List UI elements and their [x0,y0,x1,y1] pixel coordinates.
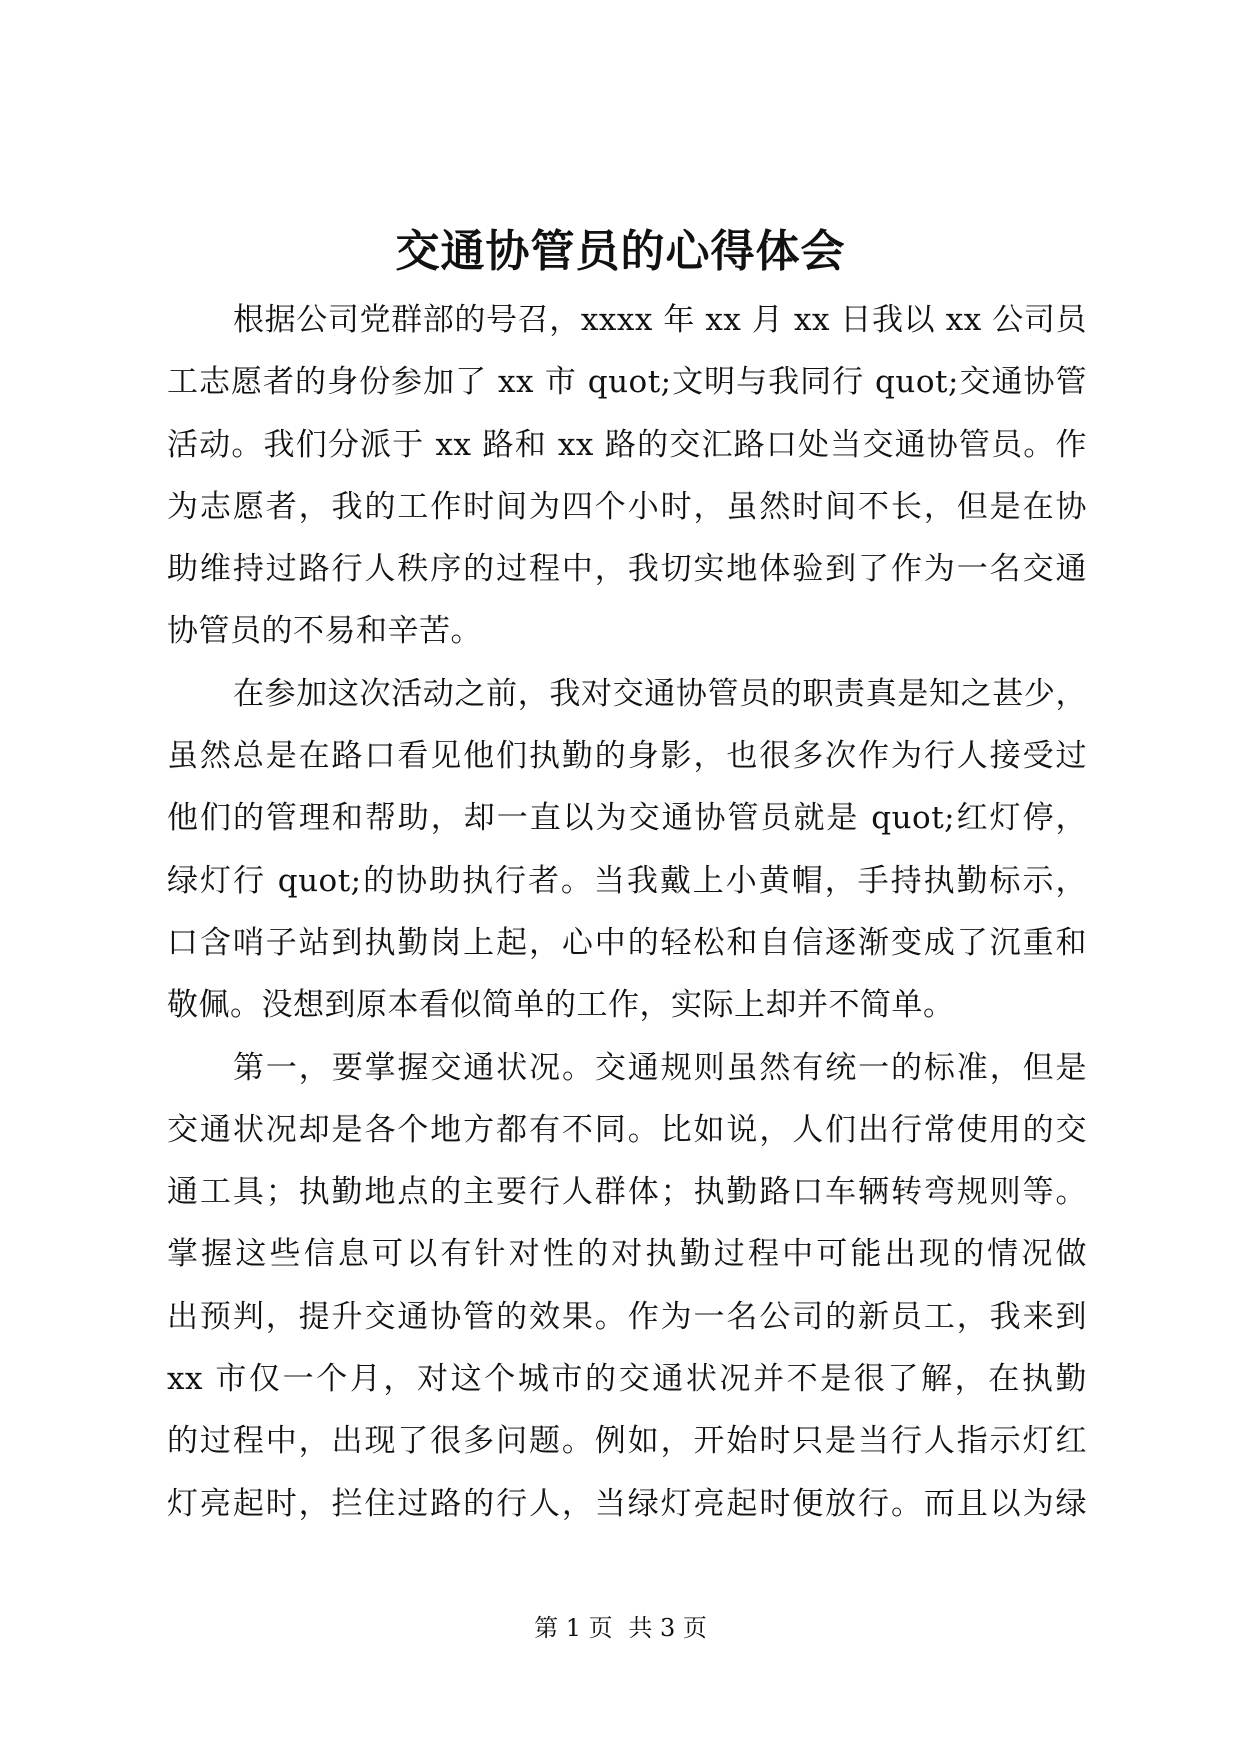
page-number: 第 1 页 [534,1614,613,1642]
document-title: 交通协管员的心得体会 [395,226,846,277]
paragraph-3 [167,1037,1087,1535]
text-line: 工志愿者的身份参加了 xx 市 quot;文明与我同行 quot;交通协管 [167,364,1087,401]
page-total: 共 3 页 [628,1614,707,1642]
text-line: 灯亮起时，拦住过路的行人，当绿灯亮起时便放行。而且以为绿 [167,1485,1087,1522]
text-line: 为志愿者，我的工作时间为四个小时，虽然时间不长，但是在协 [167,488,1087,525]
text-line: 他们的管理和帮助，却一直以为交通协管员就是 quot;红灯停， [167,800,1087,837]
text-line: 口含哨子站到执勤岗上起，心中的轻松和自信逐渐变成了沉重和 [167,924,1087,961]
text-line: 出预判，提升交通协管的效果。作为一名公司的新员工，我来到 [167,1298,1087,1335]
text-line: 协管员的不易和辛苦。 [167,613,482,650]
text-line: 通工具；执勤地点的主要行人群体；执勤路口车辆转弯规则等。 [167,1174,1087,1211]
text-line: xx 市仅一个月，对这个城市的交通状况并不是很了解，在执勤 [167,1361,1087,1398]
text-line: 根据公司党群部的号召，xxxx 年 xx 月 xx 日我以 xx 公司员 [233,302,1087,338]
text-line: 助维持过路行人秩序的过程中，我切实地体验到了作为一名交通 [167,551,1087,588]
text-line: 虽然总是在路口看见他们执勤的身影，也很多次作为行人接受过 [167,738,1087,775]
text-line: 在参加这次活动之前，我对交通协管员的职责真是知之甚少， [233,675,1087,712]
page-footer [0,1611,1241,1645]
paragraph-1 [167,289,1087,663]
text-line: 交通状况却是各个地方都有不同。比如说，人们出行常使用的交 [167,1111,1087,1148]
text-line: 绿灯行 quot;的协助执行者。当我戴上小黄帽，手持执勤标示， [167,862,1087,899]
text-line: 活动。我们分派于 xx 路和 xx 路的交汇路口处当交通协管员。作 [167,426,1087,463]
text-line: 掌握这些信息可以有针对性的对执勤过程中可能出现的情况做 [167,1236,1087,1273]
text-line: 的过程中，出现了很多问题。例如，开始时只是当行人指示灯红 [167,1423,1087,1460]
text-line: 第一，要掌握交通状况。交通规则虽然有统一的标准，但是 [233,1049,1087,1086]
text-line: 敬佩。没想到原本看似简单的工作，实际上却并不简单。 [167,987,955,1024]
document-body [167,289,1087,1535]
paragraph-2 [167,663,1087,1037]
